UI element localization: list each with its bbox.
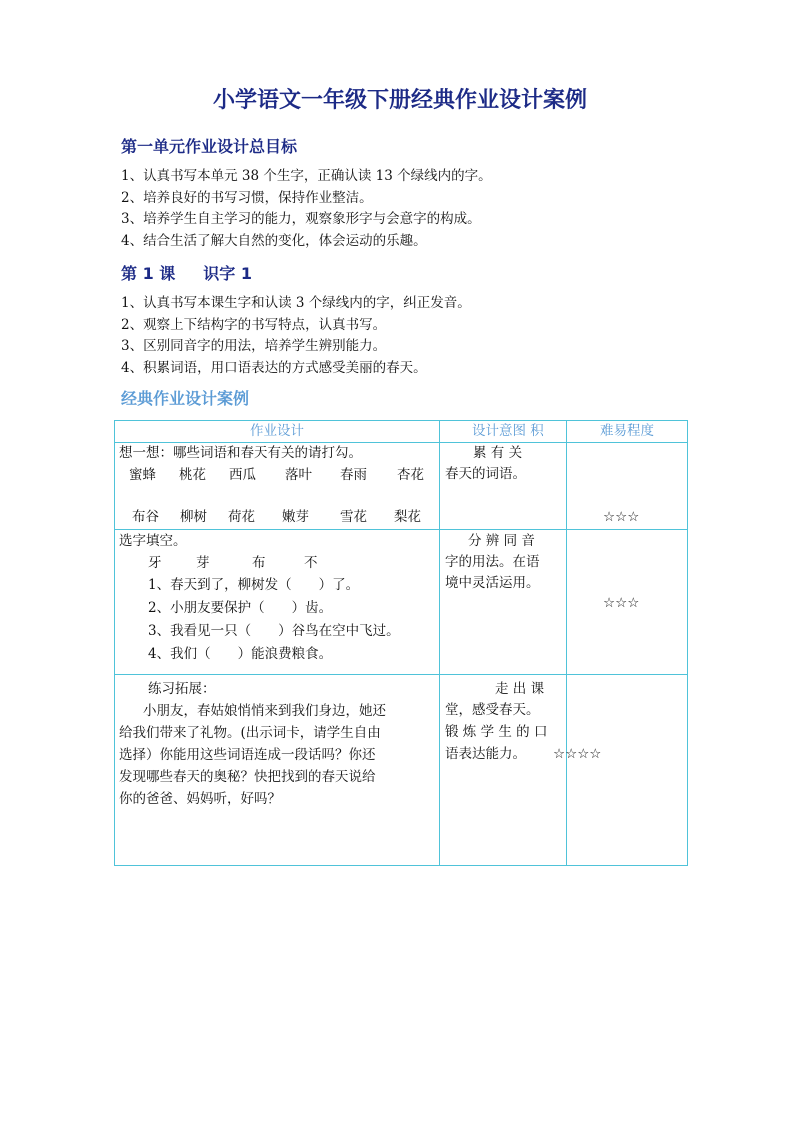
- row2-design-cell: [115, 530, 440, 675]
- row3-intent-line: 锻 炼 学 生 的 口: [445, 724, 548, 740]
- row3-body-line: 给我们带来了礼物。(出示词卡，请学生自由: [119, 725, 381, 741]
- unit-heading: 第一单元作业设计总目标: [121, 137, 298, 156]
- row3-body-line: 选择）你能用这些词语连成一段话吗？你还: [119, 747, 376, 763]
- unit-goal-item: 3、培养学生自主学习的能力，观察象形字与会意字的构成。: [121, 211, 481, 227]
- case-heading: 经典作业设计案例: [121, 389, 250, 408]
- table-header-row: [115, 421, 688, 443]
- row1-difficulty-cell: [567, 443, 688, 530]
- row2-prompt: 选字填空。: [119, 533, 187, 549]
- word-option: 布谷: [132, 509, 159, 525]
- row1-prompt: 想一想：哪些词语和春天有关的请打勾。: [119, 445, 362, 461]
- header-design-intent-text: 设计意图 积: [472, 423, 544, 439]
- word-option: 柳树: [180, 509, 207, 525]
- row3-prompt: 练习拓展：: [148, 681, 216, 697]
- word-option: 春雨: [340, 467, 367, 483]
- homework-design-table: [114, 420, 688, 866]
- word-option: 西瓜: [229, 467, 256, 483]
- row3-intent-line: 走 出 课: [495, 681, 545, 697]
- row3-intent-line: 堂，感受春天。: [445, 702, 540, 718]
- word-option: 桃花: [179, 467, 206, 483]
- char-choice: 牙: [148, 555, 162, 571]
- char-choice: 芽: [196, 555, 210, 571]
- fill-blank-item: 1、春天到了，柳树发（ ）了。: [148, 577, 360, 593]
- table-row: [115, 443, 688, 530]
- char-choice: 不: [304, 555, 318, 571]
- row3-body-line: 你的爸爸、妈妈听，好吗？: [119, 791, 281, 807]
- table-row: [115, 675, 688, 866]
- row1-intent-line: 春天的词语。: [445, 466, 526, 482]
- unit-goal-item: 4、结合生活了解大自然的变化，体会运动的乐趣。: [121, 232, 427, 249]
- word-option: 雪花: [340, 509, 367, 525]
- row3-design-cell: [115, 675, 440, 866]
- row2-difficulty-cell: [567, 530, 688, 675]
- word-option: 梨花: [394, 509, 421, 525]
- row2-intent-line: 分 辨 同 音: [468, 533, 535, 549]
- row1-intent-line: 累 有 关: [473, 445, 523, 461]
- word-option: 蜜蜂: [129, 467, 156, 483]
- row3-intent-line: 语表达能力。: [445, 746, 526, 762]
- lesson-goal-item: 2、观察上下结构字的书写特点，认真书写。: [121, 316, 387, 333]
- lesson-goals-list: [121, 293, 471, 379]
- fill-blank-item: 3、我看见一只（ ）谷鸟在空中飞过。: [148, 623, 400, 639]
- lesson-number: 第 1 课: [121, 264, 176, 283]
- fill-blank-item: 2、小朋友要保护（ ）齿。: [148, 600, 333, 616]
- row2-intent-cell: [440, 530, 567, 675]
- lesson-name: 识字 1: [203, 264, 252, 283]
- row3-intent-cell: [440, 675, 567, 866]
- row1-design-cell: [115, 443, 440, 530]
- document-title: 小学语文一年级下册经典作业设计案例: [212, 88, 587, 113]
- word-option: 嫩芽: [282, 509, 309, 525]
- difficulty-stars: ☆☆☆☆: [553, 746, 602, 762]
- difficulty-stars: ☆☆☆: [603, 509, 640, 525]
- lesson-goal-item: 4、积累词语，用口语表达的方式感受美丽的春天。: [121, 359, 427, 376]
- row1-intent-cell: [440, 443, 567, 530]
- unit-goal-item: 1、认真书写本单元 38 个生字，正确认读 13 个绿线内的字。: [121, 168, 492, 184]
- header-homework-design: 作业设计: [115, 421, 440, 443]
- difficulty-stars: ☆☆☆: [603, 595, 640, 611]
- word-option: 荷花: [228, 509, 255, 525]
- lesson-heading: [121, 261, 252, 284]
- table-row: [115, 530, 688, 675]
- word-option: 杏花: [397, 467, 424, 483]
- char-choice: 布: [252, 555, 266, 571]
- fill-blank-item: 4、我们（ ）能浪费粮食。: [148, 646, 333, 662]
- row3-body-line: 小朋友，春姑娘悄悄来到我们身边，她还: [143, 703, 386, 719]
- unit-goal-item: 2、培养良好的书写习惯，保持作业整洁。: [121, 189, 373, 206]
- row3-body-line: 发现哪些春天的奥秘？快把找到的春天说给: [119, 769, 376, 785]
- row3-difficulty-cell: [553, 675, 688, 866]
- unit-goals-list: [121, 166, 492, 252]
- row2-intent-line: 境中灵活运用。: [445, 575, 540, 591]
- row2-intent-line: 字的用法。在语: [445, 554, 540, 570]
- header-design-intent: [440, 421, 567, 443]
- lesson-goal-item: 3、区别同音字的用法，培养学生辨别能力。: [121, 338, 387, 354]
- header-difficulty: 难易程度: [567, 421, 688, 443]
- word-option: 落叶: [285, 467, 312, 483]
- lesson-goal-item: 1、认真书写本课生字和认读 3 个绿线内的字，纠正发音。: [121, 295, 471, 311]
